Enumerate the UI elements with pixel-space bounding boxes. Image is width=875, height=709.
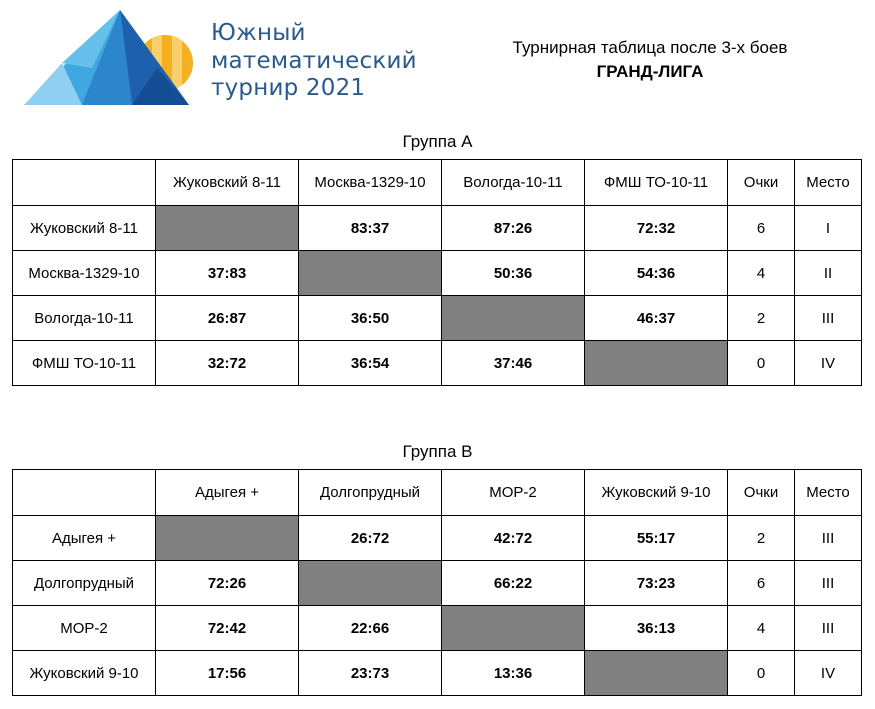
table-row bbox=[13, 561, 862, 606]
score-cell: 36:13 bbox=[585, 606, 728, 651]
score-cell: 73:23 bbox=[585, 561, 728, 606]
score-cell: 23:73 bbox=[299, 651, 442, 696]
points-cell: 4 bbox=[728, 606, 795, 651]
blank-cell bbox=[585, 651, 728, 696]
corner-cell bbox=[13, 160, 156, 206]
blank-cell bbox=[156, 516, 299, 561]
table-row bbox=[13, 651, 862, 696]
score-cell: 26:87 bbox=[156, 296, 299, 341]
score-cell: 22:66 bbox=[299, 606, 442, 651]
column-header: Москва-1329-10 bbox=[299, 160, 442, 206]
blank-cell bbox=[585, 341, 728, 386]
group-b-title: Группа В bbox=[402, 442, 473, 461]
heading-line-1: Турнирная таблица после 3-х боев bbox=[512, 38, 788, 57]
place-cell: III bbox=[795, 296, 862, 341]
score-cell: 36:54 bbox=[299, 341, 442, 386]
points-cell: 0 bbox=[728, 651, 795, 696]
score-cell: 83:37 bbox=[299, 206, 442, 251]
points-cell: 2 bbox=[728, 516, 795, 561]
corner-cell bbox=[13, 470, 156, 516]
place-cell: IV bbox=[795, 651, 862, 696]
place-cell: IV bbox=[795, 341, 862, 386]
points-cell: 6 bbox=[728, 561, 795, 606]
table-row bbox=[13, 251, 862, 296]
score-cell: 17:56 bbox=[156, 651, 299, 696]
score-cell: 36:50 bbox=[299, 296, 442, 341]
place-cell: III bbox=[795, 561, 862, 606]
blank-cell bbox=[299, 251, 442, 296]
logo-line-3: турнир 2021 bbox=[211, 75, 366, 101]
team-name: Москва-1329-10 bbox=[13, 251, 156, 296]
table-header-row bbox=[13, 470, 862, 516]
score-cell: 55:17 bbox=[585, 516, 728, 561]
points-cell: 6 bbox=[728, 206, 795, 251]
logo-line-2: математический bbox=[211, 47, 417, 74]
score-cell: 37:46 bbox=[442, 341, 585, 386]
column-header-place: Место bbox=[795, 470, 862, 516]
team-name: Жуковский 9-10 bbox=[13, 651, 156, 696]
score-cell: 66:22 bbox=[442, 561, 585, 606]
place-cell: III bbox=[795, 606, 862, 651]
column-header: Жуковский 9-10 bbox=[585, 470, 728, 516]
team-name: МОР-2 bbox=[13, 606, 156, 651]
score-cell: 13:36 bbox=[442, 651, 585, 696]
blank-cell bbox=[442, 606, 585, 651]
heading-line-2: ГРАНД-ЛИГА bbox=[596, 62, 704, 81]
table-row bbox=[13, 296, 862, 341]
page-heading bbox=[470, 36, 830, 84]
table-row bbox=[13, 516, 862, 561]
score-cell: 87:26 bbox=[442, 206, 585, 251]
score-cell: 26:72 bbox=[299, 516, 442, 561]
table-row bbox=[13, 206, 862, 251]
logo-text bbox=[211, 20, 417, 103]
group-a-table bbox=[12, 159, 862, 386]
score-cell: 72:42 bbox=[156, 606, 299, 651]
place-cell: II bbox=[795, 251, 862, 296]
team-name: Жуковский 8-11 bbox=[13, 206, 156, 251]
column-header: ФМШ ТО-10-11 bbox=[585, 160, 728, 206]
column-header: Жуковский 8-11 bbox=[156, 160, 299, 206]
points-cell: 4 bbox=[728, 251, 795, 296]
team-name: ФМШ ТО-10-11 bbox=[13, 341, 156, 386]
column-header-points: Очки bbox=[728, 470, 795, 516]
table-header-row bbox=[13, 160, 862, 206]
score-cell: 46:37 bbox=[585, 296, 728, 341]
group-b-table bbox=[12, 469, 862, 696]
score-cell: 72:32 bbox=[585, 206, 728, 251]
score-cell: 37:83 bbox=[156, 251, 299, 296]
table-row bbox=[13, 341, 862, 386]
score-cell: 50:36 bbox=[442, 251, 585, 296]
column-header: Адыгея + bbox=[156, 470, 299, 516]
score-cell: 54:36 bbox=[585, 251, 728, 296]
score-cell: 32:72 bbox=[156, 341, 299, 386]
team-name: Адыгея + bbox=[13, 516, 156, 561]
column-header-place: Место bbox=[795, 160, 862, 206]
points-cell: 0 bbox=[728, 341, 795, 386]
blank-cell bbox=[299, 561, 442, 606]
place-cell: I bbox=[795, 206, 862, 251]
team-name: Долгопрудный bbox=[13, 561, 156, 606]
column-header-points: Очки bbox=[728, 160, 795, 206]
points-cell: 2 bbox=[728, 296, 795, 341]
team-name: Вологда-10-11 bbox=[13, 296, 156, 341]
logo-mountain-icon bbox=[22, 8, 197, 108]
column-header: Вологда-10-11 bbox=[442, 160, 585, 206]
column-header: Долгопрудный bbox=[299, 470, 442, 516]
blank-cell bbox=[442, 296, 585, 341]
score-cell: 42:72 bbox=[442, 516, 585, 561]
table-row bbox=[13, 606, 862, 651]
score-cell: 72:26 bbox=[156, 561, 299, 606]
group-a-title: Группа А bbox=[402, 132, 473, 151]
logo-line-1: Южный bbox=[211, 20, 306, 46]
blank-cell bbox=[156, 206, 299, 251]
place-cell: III bbox=[795, 516, 862, 561]
column-header: МОР-2 bbox=[442, 470, 585, 516]
